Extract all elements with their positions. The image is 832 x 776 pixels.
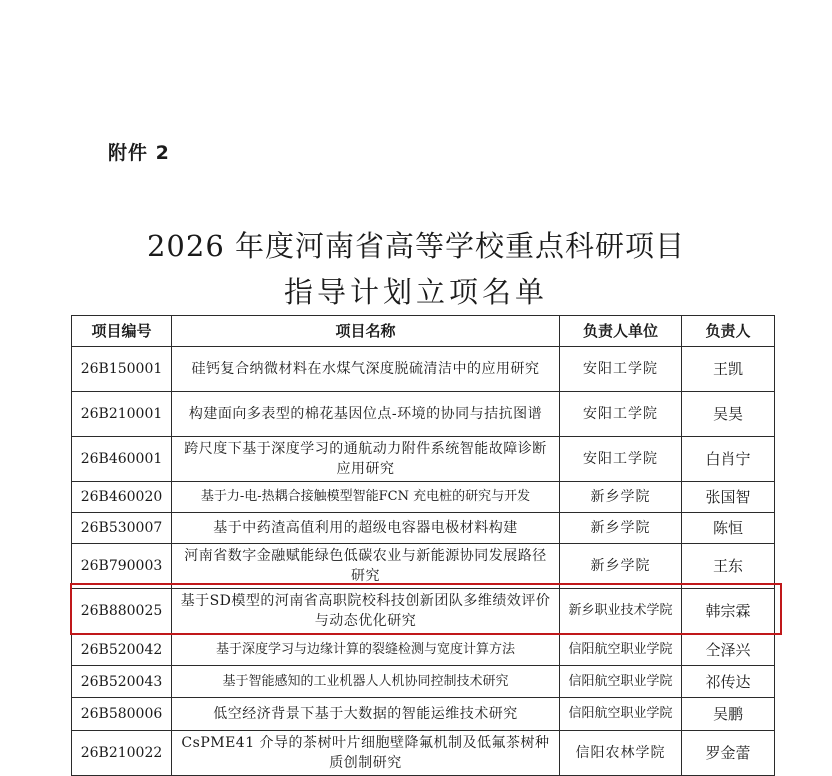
project-person: 吴鹏	[682, 698, 775, 731]
project-code: 26B210022	[72, 731, 172, 776]
project-person: 仝泽兴	[682, 634, 775, 666]
project-person: 陈恒	[682, 513, 775, 544]
project-name: 河南省数字金融赋能绿色低碳农业与新能源协同发展路径研究	[172, 544, 560, 589]
document-title-line1: 2026 年度河南省高等学校重点科研项目	[146, 229, 686, 263]
table-row	[72, 634, 775, 666]
project-person: 白肖宁	[682, 437, 775, 482]
project-unit: 新乡学院	[560, 544, 682, 589]
project-person: 王东	[682, 544, 775, 589]
project-person: 罗金蕾	[682, 731, 775, 776]
project-name: 基于智能感知的工业机器人人机协同控制技术研究	[172, 666, 560, 698]
project-unit: 新乡职业技术学院	[560, 589, 682, 634]
table-row	[72, 544, 775, 589]
project-person: 吴昊	[682, 392, 775, 437]
project-name: 构建面向多表型的棉花基因位点-环境的协同与拮抗图谱	[172, 392, 560, 437]
table-row	[72, 513, 775, 544]
project-person: 王凯	[682, 347, 775, 392]
table-row	[72, 347, 775, 392]
project-code: 26B580006	[72, 698, 172, 731]
project-person: 张国智	[682, 482, 775, 513]
project-unit: 新乡学院	[560, 482, 682, 513]
project-unit: 信阳农林学院	[560, 731, 682, 776]
project-person: 祁传达	[682, 666, 775, 698]
header-unit: 负责人单位	[560, 316, 682, 347]
table-header-row	[72, 316, 775, 347]
project-name: 基于SD模型的河南省高职院校科技创新团队多维绩效评价与动态优化研究	[172, 589, 560, 634]
project-table	[71, 315, 775, 776]
project-name: 跨尺度下基于深度学习的通航动力附件系统智能故障诊断应用研究	[172, 437, 560, 482]
table-row	[72, 698, 775, 731]
project-code: 26B520043	[72, 666, 172, 698]
table-row	[72, 482, 775, 513]
attachment-label: 附件 2	[108, 142, 170, 164]
header-code: 项目编号	[72, 316, 172, 347]
header-person: 负责人	[682, 316, 775, 347]
project-code: 26B790003	[72, 544, 172, 589]
project-unit: 安阳工学院	[560, 347, 682, 392]
table-row	[72, 392, 775, 437]
table-row-highlighted	[72, 589, 775, 634]
project-name: 基于力-电-热耦合接触模型智能FCN 充电桩的研究与开发	[172, 482, 560, 513]
table-row	[72, 731, 775, 776]
project-code: 26B460020	[72, 482, 172, 513]
project-person: 韩宗霖	[682, 589, 775, 634]
project-code: 26B210001	[72, 392, 172, 437]
table-row	[72, 666, 775, 698]
project-unit: 信阳航空职业学院	[560, 634, 682, 666]
table-row	[72, 437, 775, 482]
project-unit: 安阳工学院	[560, 437, 682, 482]
project-code: 26B880025	[72, 589, 172, 634]
project-unit: 安阳工学院	[560, 392, 682, 437]
project-name: 硅钙复合纳微材料在水煤气深度脱硫清洁中的应用研究	[172, 347, 560, 392]
project-code: 26B460001	[72, 437, 172, 482]
project-name: CsPME41 介导的茶树叶片细胞壁降氟机制及低氟茶树种质创制研究	[172, 731, 560, 776]
project-code: 26B520042	[72, 634, 172, 666]
project-code: 26B150001	[72, 347, 172, 392]
header-name: 项目名称	[172, 316, 560, 347]
project-code: 26B530007	[72, 513, 172, 544]
project-name: 基于深度学习与边缘计算的裂缝检测与宽度计算方法	[172, 634, 560, 666]
document-title-line2: 指导计划立项名单	[283, 275, 548, 309]
project-unit: 信阳航空职业学院	[560, 666, 682, 698]
project-name: 基于中药渣高值利用的超级电容器电极材料构建	[172, 513, 560, 544]
project-name: 低空经济背景下基于大数据的智能运维技术研究	[172, 698, 560, 731]
project-unit: 信阳航空职业学院	[560, 698, 682, 731]
project-unit: 新乡学院	[560, 513, 682, 544]
